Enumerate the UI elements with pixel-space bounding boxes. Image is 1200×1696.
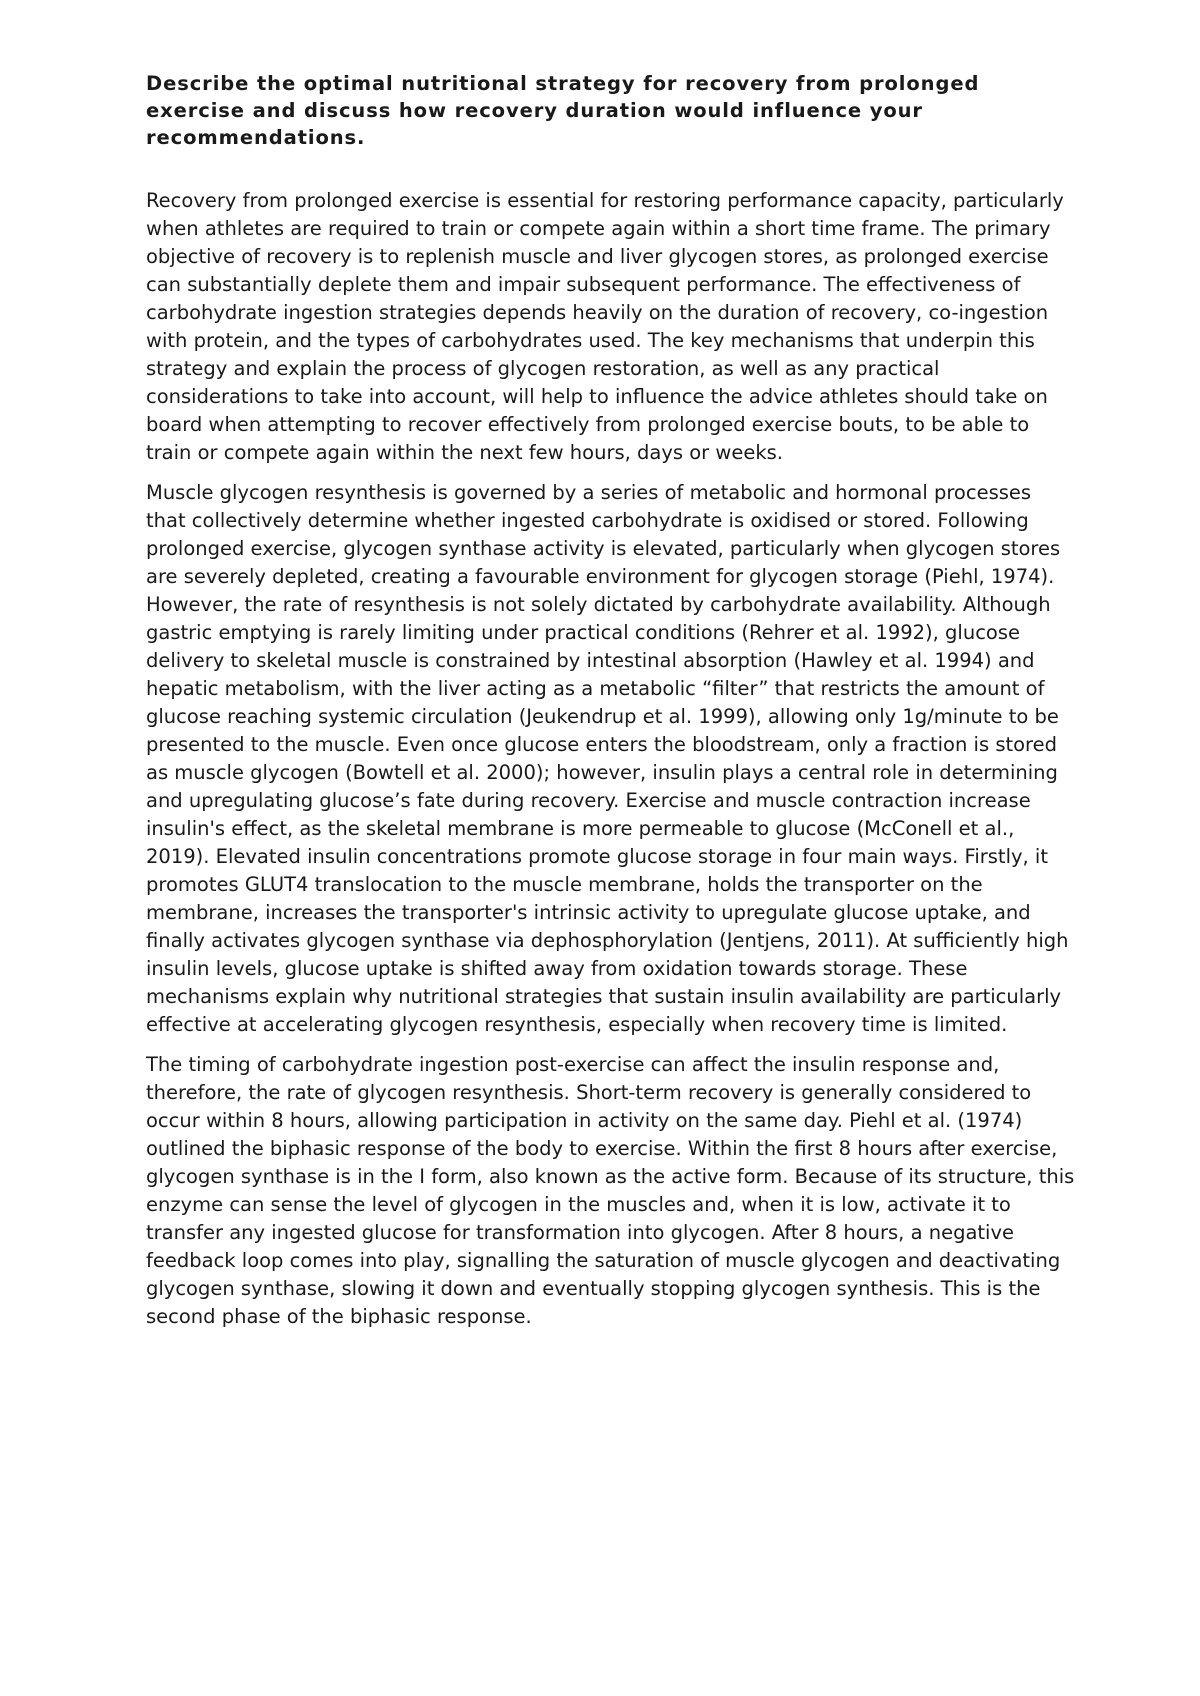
paragraph-timing: The timing of carbohydrate ingestion post-exercise can affect the insulin response and, therefore, the rate of glycogen resynthesis. Short-term recovery is generally considered to occur within 8 hours, allowing participation in activity on the same day. Piehl et al. (1974) outlined the biphasic response of the body to exercise. Within the first 8 hours after exercise, glycogen synthase is in the I form, also known as the active form. Because of its structure, this enzyme can sense the level of glycogen in the muscles and, when it is low, activate it to transfer any ingested glucose for transformation into glycogen. After 8 hours, a negative feedback loop comes into play, signalling the saturation of muscle glycogen and deactivating glycogen synthase, slowing it down and eventually stopping glycogen synthesis. This is the second phase of the biphasic response. [146, 1053, 1075, 1328]
essay-question-title: Describe the optimal nutritional strategy for recovery from prolonged exercise and discuss how recovery duration would influence your recommendations. [146, 72, 980, 149]
paragraph-glycogen-mechanisms: Muscle glycogen resynthesis is governed by a series of metabolic and hormonal processes that collectively determine whether ingested carbohydrate is oxidised or stored. Following prolonged exercise, glycogen synthase activity is elevated, particularly when glycogen stores are severely depleted, creating a favourable environment for glycogen storage (Piehl, 1974). However, the rate of resynthesis is not solely dictated by carbohydrate availability. Although gastric emptying is rarely limiting under practical conditions (Rehrer et al. 1992), glucose delivery to skeletal muscle is constrained by intestinal absorption (Hawley et al. 1994) and hepatic metabolism, with the liver acting as a metabolic “filter” that restricts the amount of glucose reaching systemic circulation (Jeukendrup et al. 1999), allowing only 1g/minute to be presented to the muscle. Even once glucose enters the bloodstream, only a fraction is stored as muscle glycogen (Bowtell et al. 2000); however, insulin plays a central role in determining and upregulating glucose’s fate during recovery. Exercise and muscle contraction increase insulin's effect, as the skeletal membrane is more permeable to glucose (McConell et al., 2019). Elevated insulin concentrations promote glucose storage in four main ways. Firstly, it promotes GLUT4 translocation to the muscle membrane, holds the transporter on the membrane, increases the transporter's intrinsic activity to upregulate glucose uptake, and finally activates glycogen synthase via dephosphorylation (Jentjens, 2011). At sufficiently high insulin levels, glucose uptake is shifted away from oxidation towards storage. These mechanisms explain why nutritional strategies that sustain insulin availability are particularly effective at accelerating glycogen resynthesis, especially when recovery time is limited. [146, 481, 1069, 1036]
paragraph-introduction: Recovery from prolonged exercise is essential for restoring performance capacity, particularly when athletes are required to train or compete again within a short time frame. The primary objective of recovery is to replenish muscle and liver glycogen stores, as prolonged exercise can substantially deplete them and impair subsequent performance. The effectiveness of carbohydrate ingestion strategies depends heavily on the duration of recovery, co-ingestion with protein, and the types of carbohydrates used. The key mechanisms that underpin this strategy and explain the process of glycogen restoration, as well as any practical considerations to take into account, will help to influence the advice athletes should take on board when attempting to recover effectively from prolonged exercise bouts, to be able to train or compete again within the next few hours, days or weeks. [146, 189, 1064, 464]
document-page [146, 70, 1076, 1343]
